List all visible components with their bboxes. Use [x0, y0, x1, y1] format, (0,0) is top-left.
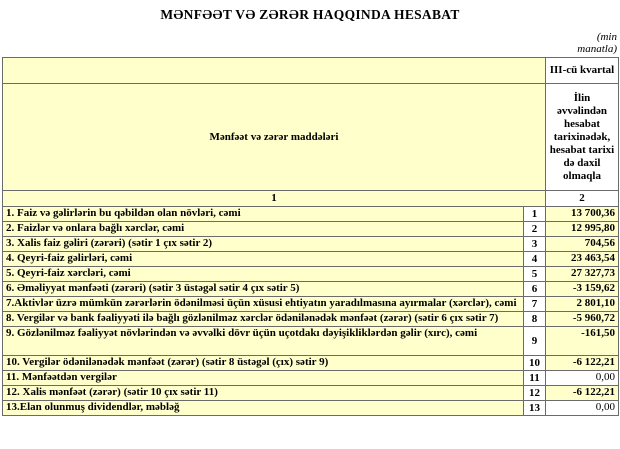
row-value: -5 960,72 — [546, 312, 619, 327]
table-row — [3, 207, 619, 222]
table-row — [3, 237, 619, 252]
row-number: 13 — [524, 401, 546, 416]
row-number: 11 — [524, 371, 546, 386]
row-label: 5. Qeyri-faiz xərcləri, cəmi — [3, 267, 524, 282]
row-number: 7 — [524, 297, 546, 312]
table-row — [3, 282, 619, 297]
header-row-indices — [3, 191, 619, 207]
column-index-items: 1 — [3, 191, 546, 207]
row-label: 7.Aktivlər üzrə mümkün zərərlərin ödənilməsi üçün xüsusi ehtiyatın yaradılmasına ayırmalar (xərclər), cəmi — [3, 297, 524, 312]
header-row-main — [3, 84, 619, 191]
row-number: 10 — [524, 356, 546, 371]
table-row — [3, 267, 619, 282]
row-number: 8 — [524, 312, 546, 327]
column-index-value: 2 — [546, 191, 619, 207]
row-value: 704,56 — [546, 237, 619, 252]
row-label: 2. Faizlər və onlara bağlı xərclər, cəmi — [3, 222, 524, 237]
row-value: 12 995,80 — [546, 222, 619, 237]
empty-header-cell — [3, 58, 546, 84]
table-row — [3, 252, 619, 267]
table-row — [3, 297, 619, 312]
page-title: MƏNFƏƏT VƏ ZƏRƏR HAQQINDA HESABAT — [160, 7, 460, 22]
row-value: -161,50 — [546, 327, 619, 356]
row-number: 12 — [524, 386, 546, 401]
row-value: 13 700,36 — [546, 207, 619, 222]
row-value: 2 801,10 — [546, 297, 619, 312]
profit-loss-table — [2, 57, 619, 416]
row-number: 3 — [524, 237, 546, 252]
row-value: -6 122,21 — [546, 386, 619, 401]
row-number: 6 — [524, 282, 546, 297]
table-row — [3, 386, 619, 401]
table-row — [3, 371, 619, 386]
row-number: 5 — [524, 267, 546, 282]
row-label: 13.Elan olunmuş dividendlər, məbləğ — [3, 401, 524, 416]
row-label: 10. Vergilər ödənilənədək mənfəət (zərər) (sətir 8 üstəgəl (çıx) sətir 9) — [3, 356, 524, 371]
row-value: 27 327,73 — [546, 267, 619, 282]
table-row — [3, 312, 619, 327]
row-value: -3 159,62 — [546, 282, 619, 297]
row-label: 12. Xalis mənfəət (zərər) (sətir 10 çıx sətir 11) — [3, 386, 524, 401]
row-number: 9 — [524, 327, 546, 356]
row-value: 0,00 — [546, 401, 619, 416]
unit-note: (min manatla) — [577, 31, 617, 55]
row-value: 23 463,54 — [546, 252, 619, 267]
row-label: 9. Gözlənilməz fəaliyyət növlərindən və əvvəlki dövr üçün uçotdakı dəyişikliklərdən gəlir (xırc), cəmi — [3, 327, 524, 356]
row-value: 0,00 — [546, 371, 619, 386]
header-row-quarter — [3, 58, 619, 84]
items-column-header: Mənfəət və zərər maddələri — [3, 84, 546, 191]
row-label: 3. Xalis faiz gəliri (zərəri) (sətir 1 çıx sətir 2) — [3, 237, 524, 252]
table-row — [3, 327, 619, 356]
row-label: 8. Vergilər və bank fəaliyyəti ilə bağlı gözlənilməz xərclər ödənilənədək mənfəət (zərər) (sətir 6 çıx sətir 7) — [3, 312, 524, 327]
row-number: 2 — [524, 222, 546, 237]
row-number: 1 — [524, 207, 546, 222]
quarter-column-header: III-cü kvartal — [546, 58, 619, 84]
table-body — [3, 207, 619, 416]
row-label: 1. Faiz və gəlirlərin bu qəbildən olan növləri, cəmi — [3, 207, 524, 222]
row-value: -6 122,21 — [546, 356, 619, 371]
table-row — [3, 401, 619, 416]
period-detail-header: İlin əvvəlindən hesabat tarixinədək, hesabat tarixi də daxil olmaqla — [546, 84, 619, 191]
row-label: 4. Qeyri-faiz gəlirləri, cəmi — [3, 252, 524, 267]
table-row — [3, 222, 619, 237]
row-number: 4 — [524, 252, 546, 267]
table-row — [3, 356, 619, 371]
row-label: 11. Mənfəətdən vergilər — [3, 371, 524, 386]
row-label: 6. Əməliyyat mənfəəti (zərəri) (sətir 3 üstəgəl sətir 4 çıx sətir 5) — [3, 282, 524, 297]
